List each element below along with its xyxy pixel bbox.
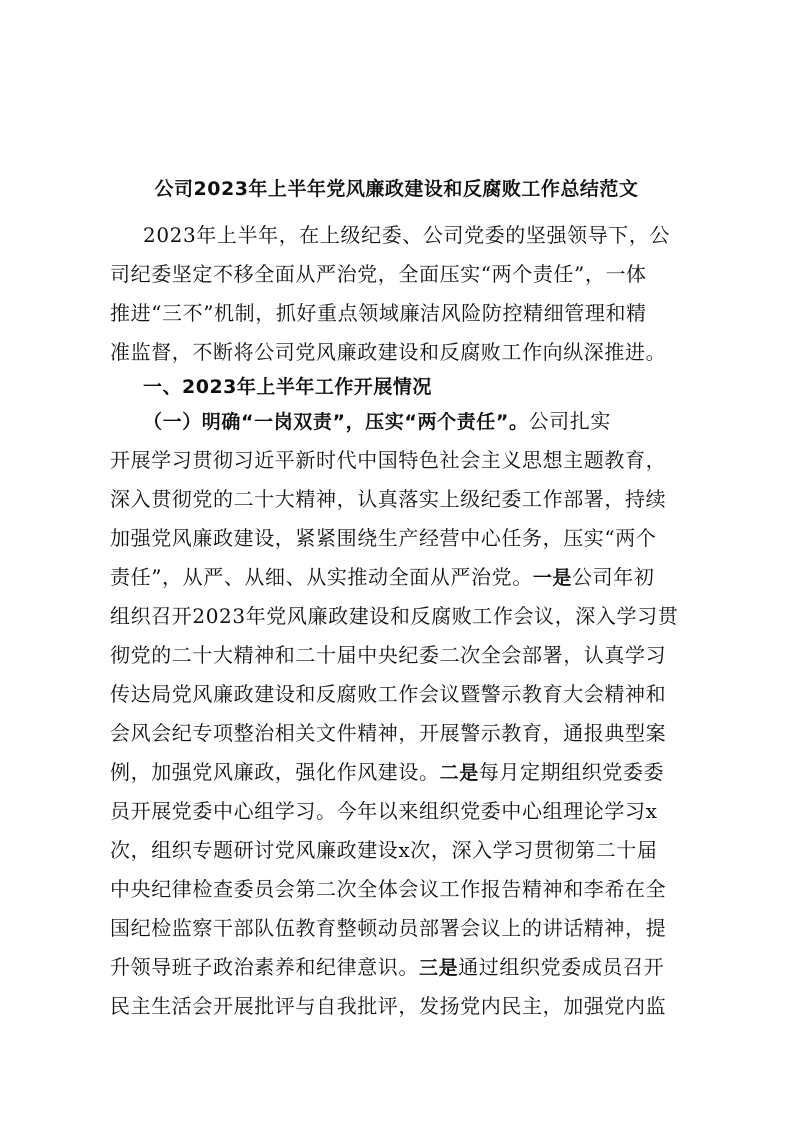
- intro-line-4: 准监督，不断将公司党风廉政建设和反腐败工作向纵深推进。: [110, 340, 667, 364]
- paragraph-line-9: 会风会纪专项整治相关文件精神，开展警示教育，通报典型案: [110, 721, 667, 745]
- paragraph-text: 公司年初: [572, 565, 655, 589]
- section-heading-1: 一、2023年上半年工作开展情况: [143, 376, 432, 398]
- paragraph-line-11: 员开展党委中心组学习。今年以来组织党委中心组理论学习x: [110, 799, 658, 823]
- paragraph-text: 例，加强党风廉政，强化作风建设。: [110, 760, 440, 784]
- paragraph-text: 每月定期组织党委委: [478, 760, 665, 784]
- paragraph-line-8: 传达局党风廉政建设和反腐败工作会议暨警示教育大会精神和: [110, 682, 667, 706]
- paragraph-line-14: 国纪检监察干部队伍教育整顿动员部署会议上的讲话精神，提: [110, 916, 667, 940]
- paragraph-text: 公司扎实: [528, 409, 611, 433]
- subsection-heading-1: （一）明确“一岗双责”，压实“两个责任”。: [143, 411, 529, 433]
- paragraph-line-2: 开展学习贯彻习近平新时代中国特色社会主义思想主题教育，: [110, 448, 667, 472]
- paragraph-line-1: [143, 406, 684, 437]
- paragraph-text: 通过组织党委成员召开: [458, 955, 665, 979]
- paragraph-line-10: [110, 757, 684, 788]
- paragraph-line-6: 组织召开2023年党风廉政建设和反腐败工作会议，深入学习贯: [110, 604, 679, 628]
- paragraph-text: 升领导班子政治素养和纪律意识。: [110, 955, 419, 979]
- document-title: 公司2023年上半年党风廉政建设和反腐败工作总结范文: [154, 178, 639, 200]
- intro-line-2: 司纪委坚定不移全面从严治党，全面压实“两个责任”，一体: [110, 262, 647, 286]
- paragraph-line-12: 次，组织专题研讨党风廉政建设x次，深入学习贯彻第二十届: [110, 838, 658, 862]
- emphasis-third: 三是: [419, 957, 459, 979]
- emphasis-second: 二是: [439, 762, 479, 784]
- paragraph-text: 责任”，从严、从细、从实推动全面从严治党。: [110, 565, 533, 589]
- paragraph-line-15: [110, 952, 684, 983]
- paragraph-line-3: 深入贯彻党的二十大精神，认真落实上级纪委工作部署，持续: [110, 487, 667, 511]
- paragraph-line-13: 中央纪律检查委员会第二次全体会议工作报告精神和李希在全: [110, 877, 667, 901]
- paragraph-line-16: 民主生活会开展批评与自我批评，发扬党内民主，加强党内监: [110, 994, 667, 1018]
- paragraph-line-4: 加强党风廉政建设，紧紧围绕生产经营中心任务，压实“两个: [110, 526, 657, 550]
- paragraph-line-5: [110, 562, 684, 593]
- intro-line-3: 推进“三不”机制，抓好重点领域廉洁风险防控精细管理和精: [110, 301, 647, 325]
- paragraph-line-7: 彻党的二十大精神和二十届中央纪委二次全会部署，认真学习: [110, 643, 667, 667]
- intro-line-1: 2023年上半年，在上级纪委、公司党委的坚强领导下，公: [143, 223, 671, 247]
- emphasis-first: 一是: [532, 567, 573, 589]
